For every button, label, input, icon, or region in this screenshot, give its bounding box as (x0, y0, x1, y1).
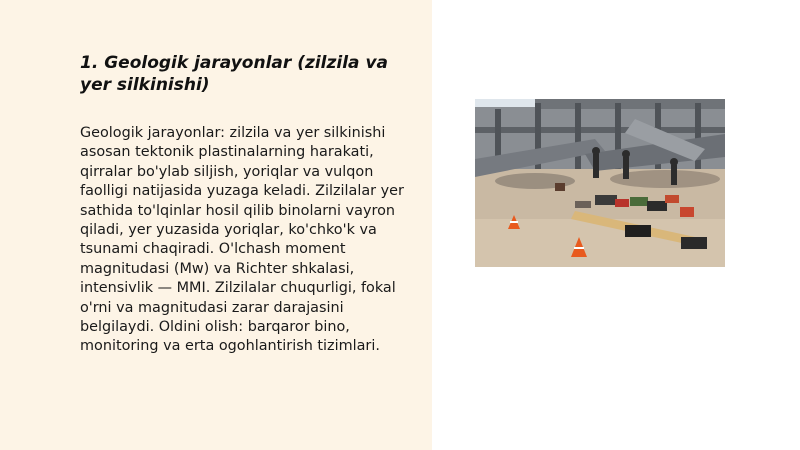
earthquake-damage-photo (475, 99, 725, 267)
slide-body-text: Geologik jarayonlar: zilzila va yer silkinishi asosan tektonik plastinalarning harakati, qirralar bo'ylab siljish, yoriqlar va vulqon faolligi natijasida yuzaga keladi. Zilzilalar yer sathida to'lqinlar hosil qilib binolarni vayron qiladi, yer yuzasida yoriqlar, ko'chko'k va tsunami chaqiradi. O'lchash moment magnitudasi (Mw) va Richter shkalasi, intensivlik — MMI. Zilzilalar chuqurligi, fokal o'rni va magnitudasi zarar darajasini belgilaydi. Oldini olish: barqaror bino, monitoring va erta ogohlantirish tizimlari. (80, 125, 404, 355)
slide-title: 1. Geologik jarayonlar (zilzila va yer silkinishi) (80, 53, 389, 95)
